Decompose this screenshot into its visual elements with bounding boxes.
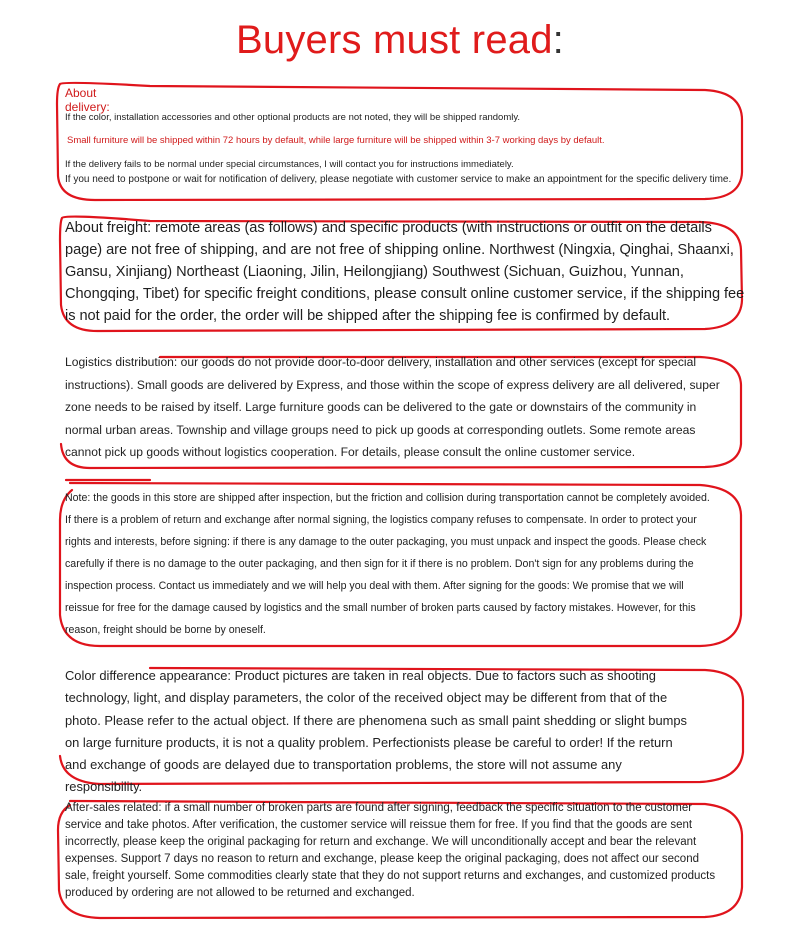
page-title: Buyers must read: [236, 18, 564, 62]
section-color-difference [65, 665, 695, 799]
freight-text: About freight: remote areas (as follows) and specific products (with instructions or outfit on the details page) are not free of shipping, and are not free of shipping online. Northwest (Ningxia, Qinghai, Shaanxi, Gansu, Xinjiang) Northeast (Liaoning, Jilin, Heilongjiang) Southwest (Sichuan, Guizhou, Yunnan, Chongqing, Tibet) for specific freight conditions, please consult online customer service, if the shipping fee is not paid for the order, the order will be shipped after the shipping fee is confirmed by default. [65, 220, 745, 324]
section-logistics [65, 351, 725, 464]
color-difference-text: Color difference appearance: Product pictures are taken in real objects. Due to factors such as shooting technology, light, and display parameters, the color of the received object may be different from that of the photo. Please refer to the actual object. If there are phenomena such as small paint shedding or slight bumps on large furniture products, it is not a quality problem. Perfectionists please be careful to order! If the return and exchange of goods are delayed due to transportation problems, the store will not assume any responsibility. [65, 668, 687, 795]
after-sales-text: After-sales related: if a small number of broken parts are found after signing, feedback the specific situation to the customer service and take photos. After verification, the customer service will reissue them for free. If you find that the goods are sent incorrectly, please keep the original packaging for return and exchange. We will unconditionally accept and bear the relevant expenses. Support 7 days no reason to return and exchange, please keep the original packaging, does not affect our second sale, freight yourself. Some commodities clearly state that they do not support returns and exchanges, and customized products produced by ordering are not allowed to be returned and exchanged. [65, 802, 716, 900]
section-note [65, 487, 715, 641]
delivery-line-4: If you need to postpone or wait for notification of delivery, please negotiate with customer service to make an appointment for the specific delivery time. [65, 174, 732, 185]
delivery-heading: About delivery: [65, 86, 110, 114]
delivery-line-2: Small furniture will be shipped within 72 hours by default, while large furniture will be shipped within 3-7 working days by default. [67, 135, 605, 146]
delivery-line-3: If the delivery fails to be normal under special circumstances, I will contact you for instructions immediately. [65, 159, 514, 170]
delivery-line-1: If the color, installation accessories and other optional products are not noted, they will be shipped randomly. [65, 112, 521, 123]
section-after-sales [65, 800, 725, 903]
section-freight [65, 217, 745, 327]
logistics-text: Logistics distribution: our goods do not provide door-to-door delivery, installation and other services (except for special instructions). Small goods are delivered by Express, and those within the scope of express delivery are all delivered, super zone needs to be raised by itself. Large furniture goods can be delivered to the gate or downstairs of the community in normal urban areas. Township and village groups need to pick up goods at corresponding outlets. Some remote areas cannot pick up goods without logistics cooperation. For details, please consult the online customer service. [65, 355, 720, 459]
note-text: Note: the goods in this store are shipped after inspection, but the friction and collision during transportation cannot be completely avoided. If there is a problem of return and exchange after normal signing, the logistics company refuses to compensate. In order to protect your rights and interests, before signing: if there is any damage to the outer packaging, you must unpack and inspect the goods. Please check carefully if there is no damage to the outer packaging, and then sign for it if there is no problem. Don't sign for any problems during the inspection process. Contact us immediately and we will help you deal with them. After signing for the goods: We promise that we will reissue for free for the damage caused by logistics and the small number of broken parts caused by factory mistakes. However, for this reason, freight should be borne by oneself. [65, 492, 710, 636]
